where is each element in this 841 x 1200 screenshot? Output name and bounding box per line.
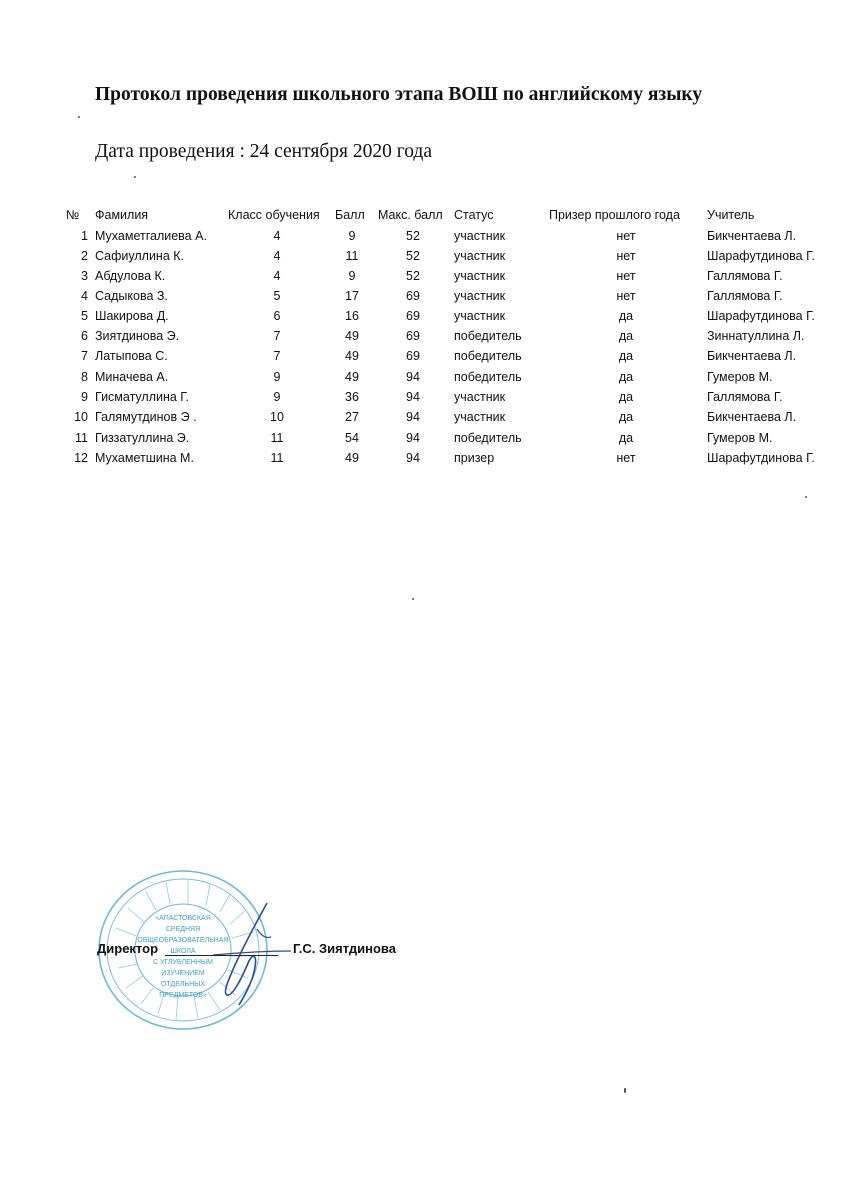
cell-surname: Гисматуллина Г. [95, 390, 190, 404]
cell-max-score: 69 [406, 289, 420, 303]
cell-status: участник [454, 249, 506, 263]
cell-teacher: Галлямова Г. [707, 289, 783, 303]
cell-status: участник [454, 229, 506, 243]
cell-surname: Миначева А. [95, 370, 169, 384]
cell-teacher: Зиннатуллина Л. [707, 329, 805, 343]
cell-previous-winner: да [618, 431, 634, 445]
cell-previous-winner: да [618, 410, 634, 424]
cell-grade: 11 [270, 431, 284, 445]
cell-number: 3 [81, 269, 88, 283]
cell-status: участник [454, 289, 506, 303]
cell-number: 1 [81, 229, 88, 243]
header-score: Балл [335, 208, 365, 222]
cell-score: 49 [345, 349, 359, 363]
cell-max-score: 94 [406, 431, 420, 445]
cell-number: 11 [75, 431, 88, 445]
cell-teacher: Гумеров М. [707, 370, 773, 384]
cell-surname: Мухаметшина М. [95, 451, 194, 465]
signature-line [165, 955, 278, 956]
cell-status: участник [454, 309, 506, 323]
cell-surname: Латыпова С. [95, 349, 168, 363]
header-teacher: Учитель [707, 208, 755, 222]
cell-number: 8 [81, 370, 88, 384]
cell-grade: 11 [270, 451, 284, 465]
cell-number: 2 [81, 249, 88, 263]
cell-previous-winner: нет [616, 229, 636, 243]
cell-max-score: 94 [406, 451, 420, 465]
cell-max-score: 52 [406, 269, 420, 283]
cell-status: победитель [454, 370, 522, 384]
cell-previous-winner: нет [616, 289, 636, 303]
cell-max-score: 69 [406, 349, 420, 363]
cell-surname: Шакирова Д. [95, 309, 169, 323]
cell-teacher: Шарафутдинова Г. [707, 249, 815, 263]
cell-max-score: 94 [406, 390, 420, 404]
cell-teacher: Шарафутдинова Г. [707, 309, 815, 323]
event-date: Дата проведения : 24 сентября 2020 года [95, 141, 433, 162]
cell-surname: Абдулова К. [95, 269, 166, 283]
cell-status: победитель [454, 329, 522, 343]
cell-surname: Мухаметгалиева А. [95, 229, 207, 243]
header-grade: Класс обучения [228, 208, 320, 222]
cell-score: 36 [345, 390, 359, 404]
cell-status: призер [454, 451, 495, 465]
cell-number: 5 [81, 309, 88, 323]
cell-status: победитель [454, 349, 522, 363]
cell-teacher: Галлямова Г. [707, 269, 783, 283]
cell-previous-winner: нет [616, 451, 636, 465]
scan-speck [805, 496, 807, 498]
cell-status: участник [454, 269, 506, 283]
cell-grade: 4 [273, 229, 281, 243]
cell-surname: Сафиуллина К. [95, 249, 185, 263]
cell-max-score: 94 [406, 410, 420, 424]
cell-score: 54 [345, 431, 359, 445]
cell-max-score: 69 [406, 329, 420, 343]
cell-score: 27 [345, 410, 359, 424]
cell-max-score: 69 [406, 309, 420, 323]
header-previous-winner: Призер прошлого года [549, 208, 680, 222]
cell-score: 9 [348, 269, 356, 283]
cell-grade: 4 [273, 269, 281, 283]
header-status: Статус [454, 208, 494, 222]
cell-grade: 7 [273, 329, 281, 343]
cell-previous-winner: да [618, 390, 634, 404]
cell-previous-winner: нет [616, 269, 636, 283]
cell-previous-winner: да [618, 349, 634, 363]
director-name: Г.С. Зиятдинова [293, 941, 396, 956]
stamp-text-line: СРЕДНЯЯ [165, 926, 201, 933]
cell-surname: Садыкова З. [95, 289, 168, 303]
cell-score: 16 [345, 309, 359, 323]
cell-number: 7 [81, 349, 88, 363]
header-number: № [66, 208, 80, 222]
cell-grade: 5 [273, 289, 281, 303]
cell-teacher: Галлямова Г. [707, 390, 783, 404]
cell-teacher: Бикчентаева Л. [707, 229, 797, 243]
cell-previous-winner: да [618, 370, 634, 384]
cell-max-score: 94 [406, 370, 420, 384]
header-surname: Фамилия [95, 208, 149, 222]
cell-teacher: Бикчентаева Л. [707, 349, 797, 363]
scan-speck [624, 1088, 626, 1093]
cell-score: 17 [345, 289, 359, 303]
stamp-text-line: ИЗУЧЕНИЕМ [161, 970, 205, 977]
cell-max-score: 52 [406, 249, 420, 263]
cell-previous-winner: да [618, 309, 634, 323]
stamp-text-line: ОБЩЕОБРАЗОВАТЕЛЬНАЯ [137, 937, 229, 944]
cell-number: 9 [81, 390, 88, 404]
director-label: Директор [97, 941, 159, 956]
cell-grade: 10 [270, 410, 284, 424]
cell-number: 12 [74, 451, 88, 465]
signature-block [0, 430, 841, 999]
cell-number: 4 [81, 289, 88, 303]
cell-surname: Зиятдинова Э. [95, 329, 180, 343]
document-title: Протокол проведения школьного этапа ВОШ по английскому языку [95, 84, 703, 105]
stamp-text-line: ОТДЕЛЬНЫХ [160, 981, 206, 988]
cell-number: 6 [81, 329, 88, 343]
cell-number: 10 [74, 410, 88, 424]
cell-teacher: Бикчентаева Л. [707, 410, 797, 424]
cell-grade: 7 [273, 349, 281, 363]
scan-speck [134, 176, 136, 178]
stamp-text-line: ШКОЛА [170, 948, 196, 955]
scan-speck [412, 598, 414, 600]
stamp-text-line: ПРЕДМЕТОВ» [159, 992, 207, 999]
cell-score: 11 [345, 249, 359, 263]
stamp-text-line: С УГЛУБЛЕННЫМ [153, 959, 213, 966]
cell-status: участник [454, 390, 506, 404]
cell-surname: Галямутдинов Э . [95, 410, 197, 424]
signature-icon [205, 895, 295, 1010]
cell-status: участник [454, 410, 506, 424]
cell-grade: 6 [273, 309, 281, 323]
cell-teacher: Шарафутдинова Г. [707, 451, 815, 465]
scan-speck [78, 116, 80, 118]
header-max-score: Макс. балл [378, 208, 443, 222]
cell-status: победитель [454, 431, 522, 445]
cell-grade: 9 [273, 370, 281, 384]
cell-grade: 9 [273, 390, 281, 404]
cell-score: 9 [348, 229, 356, 243]
cell-surname: Гиззатуллина Э. [95, 431, 190, 445]
cell-max-score: 52 [406, 229, 420, 243]
cell-teacher: Гумеров М. [707, 431, 773, 445]
cell-previous-winner: нет [616, 249, 636, 263]
cell-score: 49 [345, 329, 359, 343]
cell-previous-winner: да [618, 329, 634, 343]
stamp-text-line: «АПАСТОВСКАЯ [155, 915, 211, 922]
cell-score: 49 [345, 451, 359, 465]
cell-grade: 4 [273, 249, 281, 263]
cell-score: 49 [345, 370, 359, 384]
